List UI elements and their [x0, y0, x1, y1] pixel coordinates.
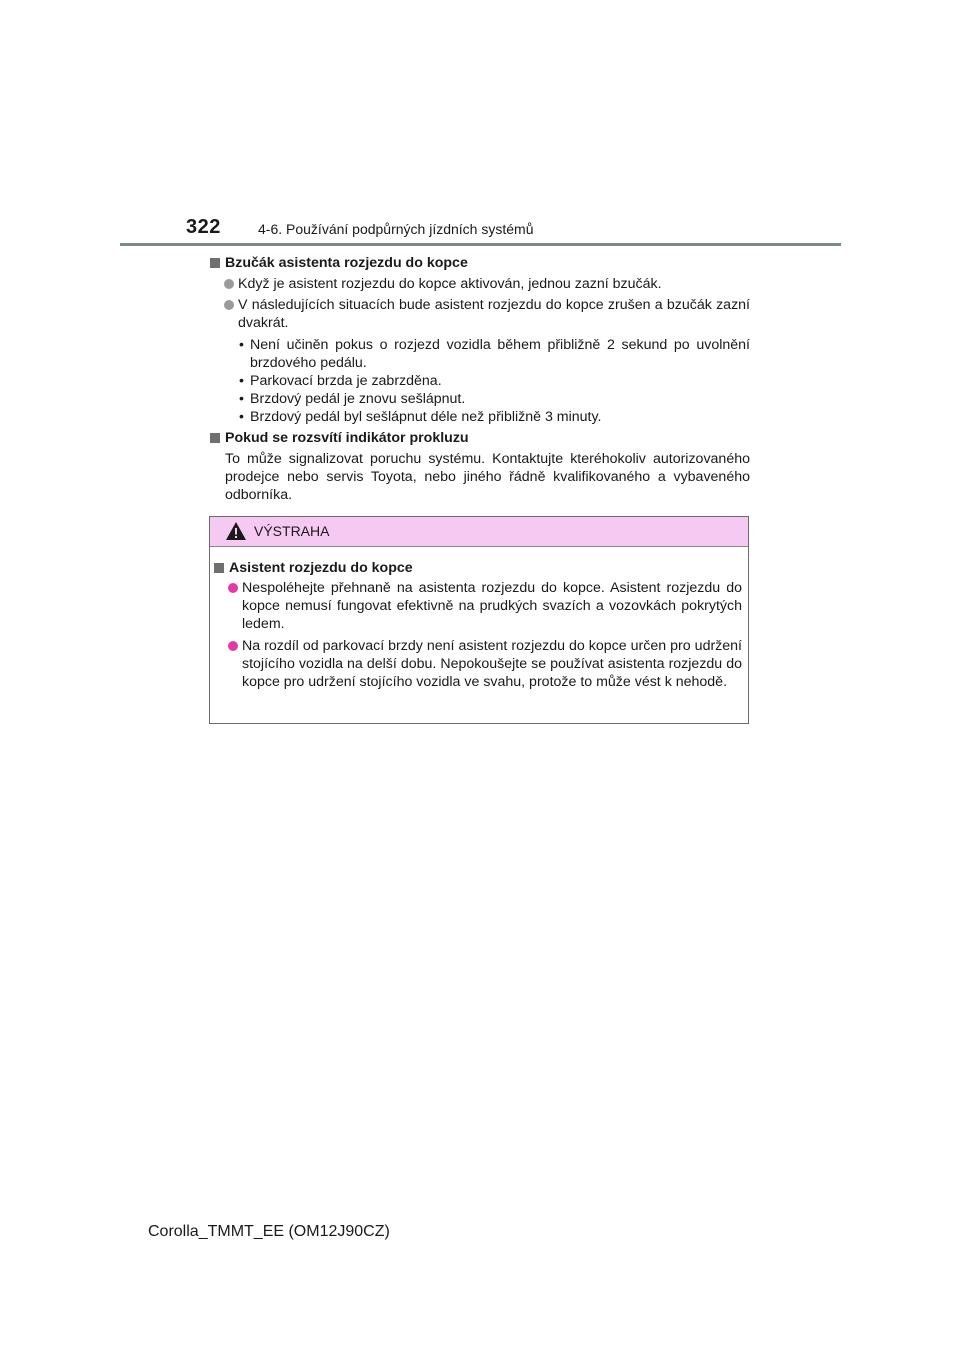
section-heading-text: Pokud se rozsvítí indikátor prokluzu	[225, 430, 469, 446]
warning-list-item	[214, 637, 742, 691]
warning-box	[209, 516, 749, 724]
page-number: 322	[186, 216, 221, 238]
page-footer: Corolla_TMMT_EE (OM12J90CZ)	[148, 1223, 390, 1240]
warning-triangle-icon	[225, 521, 247, 541]
list-item	[210, 296, 750, 332]
chapter-title: 4-6. Používání podpůrných jízdních systémů	[258, 221, 534, 237]
section-heading-buzzer	[210, 254, 750, 272]
sub-list-item-text: Není učiněn pokus o rozjezd vozidla během přibližně 2 sekund po uvolnění brzdového pedálu.	[250, 337, 750, 371]
page-header	[0, 0, 960, 250]
warning-list-item-text: Nespoléhejte přehnaně na asistenta rozjezdu do kopce. Asistent rozjezdu do kopce nemusí fungovat efektivně na prudkých svazích a vozovkách pokrytých ledem.	[242, 580, 742, 632]
sub-list-item-text: Brzdový pedál byl sešlápnut déle než přibližně 3 minuty.	[250, 409, 602, 425]
sub-list-item: • Parkovací brzda je zabrzděna.	[239, 373, 442, 389]
sub-list	[210, 336, 750, 426]
sub-list-item: • Brzdový pedál je znovu sešlápnut.	[239, 391, 466, 407]
square-bullet-icon	[210, 433, 220, 443]
section-paragraph: To může signalizovat poruchu systému. Kontaktujte kteréhokoliv autorizovaného prodejce nebo servis Toyota, nebo jiného řádně kvalifikovaného a vybaveného odborníka.	[225, 451, 750, 503]
circle-bullet-icon	[224, 279, 234, 289]
warning-heading	[214, 559, 742, 577]
warning-heading-text: Asistent rozjezdu do kopce	[229, 560, 413, 576]
sub-list-item-text: Parkovací brzda je zabrzděna.	[250, 373, 442, 389]
sub-list-item-text: Brzdový pedál je znovu sešlápnut.	[250, 391, 466, 407]
square-bullet-icon	[210, 258, 220, 268]
circle-bullet-icon	[228, 641, 238, 651]
main-content	[210, 254, 750, 504]
sub-list-item: • Není učiněn pokus o rozjezd vozidla během přibližně 2 sekund po uvolnění brzdového pedálu.	[239, 337, 750, 371]
warning-list-item-text: Na rozdíl od parkovací brzdy není asistent rozjezdu do kopce určen pro udržení stojícího vozidla na delší dobu. Nepokoušejte se používat asistenta rozjezdu do kopce pro udržení stojícího vozidla ve svahu, protože to může vést k nehodě.	[242, 638, 742, 690]
section-heading-slip-indicator	[210, 429, 750, 447]
section-heading-text: Bzučák asistenta rozjezdu do kopce	[225, 255, 468, 271]
list-item-text: V následujících situacích bude asistent rozjezdu do kopce zrušen a bzučák zazní dvakrát.	[238, 297, 750, 331]
square-bullet-icon	[214, 563, 224, 573]
circle-bullet-icon	[228, 583, 238, 593]
sub-list-item: • Brzdový pedál byl sešlápnut déle než přibližně 3 minuty.	[239, 409, 602, 425]
list-item-text: Když je asistent rozjezdu do kopce aktivován, jednou zazní bzučák.	[238, 276, 662, 292]
header-divider	[120, 243, 841, 246]
warning-list-item	[214, 579, 742, 633]
warning-label: VÝSTRAHA	[254, 523, 330, 539]
list-item	[210, 275, 750, 293]
circle-bullet-icon	[224, 300, 234, 310]
warning-header	[210, 517, 748, 547]
warning-body	[214, 559, 742, 695]
